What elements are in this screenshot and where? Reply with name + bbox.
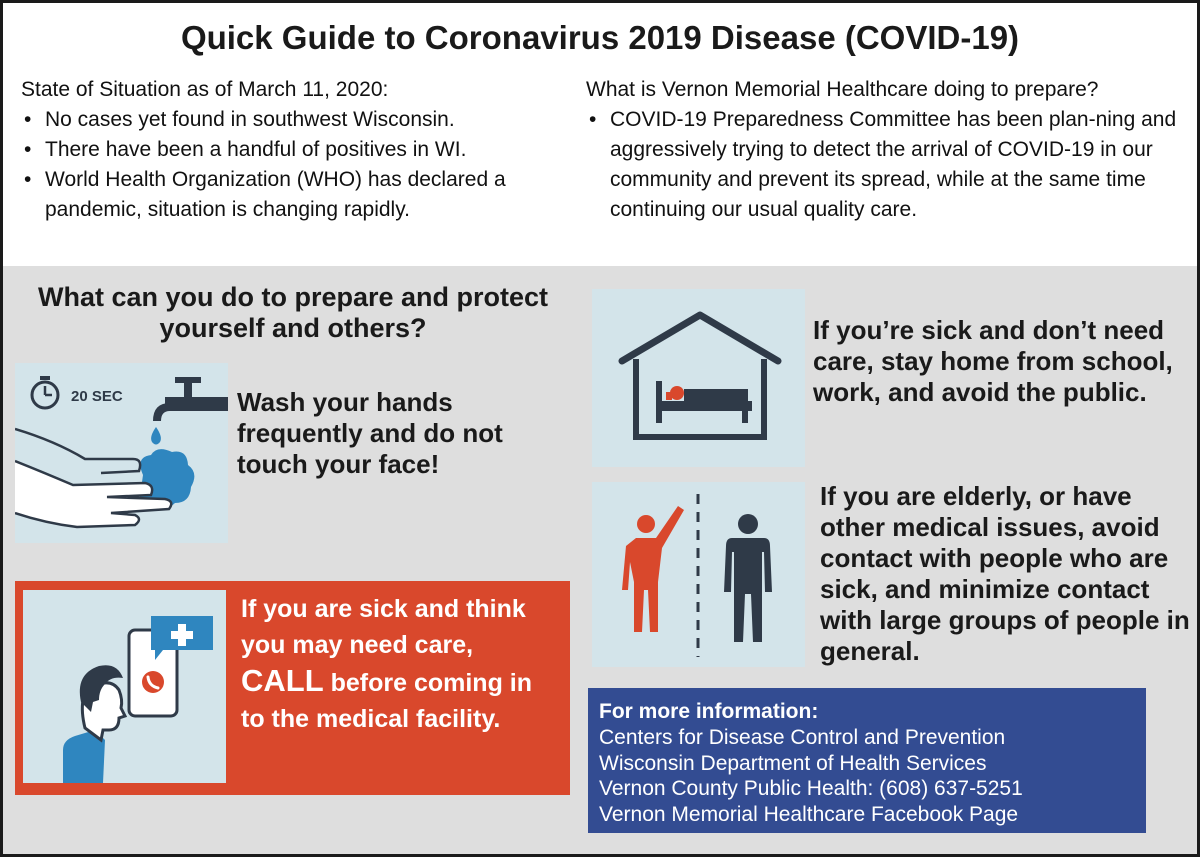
- person-icon: [63, 665, 125, 783]
- situation-bullet: • No cases yet found in southwest Wisconsin.: [21, 105, 581, 135]
- call-emphasis: CALL: [241, 663, 324, 698]
- preparedness-bullet: • COVID-19 Preparedness Committee has been plan-ning and aggressively trying to detect the arrival of COVID-19 in our community and prevent its spread, while at the same time continuing our usual quality care.: [586, 105, 1186, 225]
- stay-home-text: If you’re sick and don’t need care, stay home from school, work, and avoid the public.: [813, 315, 1173, 407]
- info-cdc: Centers for Disease Control and Prevention: [599, 726, 1006, 749]
- preparedness-section: [586, 75, 1186, 225]
- water-drop-icon: [151, 427, 161, 445]
- wash-hands-illustration: [15, 363, 228, 543]
- call-ahead-text: [241, 591, 561, 737]
- person-standing-icon: [724, 514, 772, 642]
- stopwatch-icon: [32, 376, 58, 408]
- info-wi-dhs: Wisconsin Department of Health Services: [599, 751, 987, 775]
- preparedness-list: [586, 105, 1186, 225]
- phone-call-icon: [142, 671, 164, 693]
- call-text-start: If you are sick and think you may need care,: [241, 595, 526, 659]
- page-title: Quick Guide to Coronavirus 2019 Disease (COVID-19): [180, 19, 1020, 56]
- washing-hands-icon: [15, 429, 194, 527]
- situation-bullet: • There have been a handful of positives in WI.: [21, 135, 581, 165]
- protect-heading: What can you do to prepare and protect yourself and others?: [37, 282, 549, 343]
- situation-bullet: • World Health Organization (WHO) has declared a pandemic, situation is changing rapidly.: [21, 165, 581, 225]
- situation-list: [21, 105, 581, 225]
- wash-hands-text: Wash your hands frequently and do not touch your face!: [237, 387, 503, 479]
- info-vernon-county-health: Vernon County Public Health: (608) 637-5251: [599, 777, 1023, 800]
- distancing-illustration: [592, 482, 805, 667]
- info-facebook-page: Vernon Memorial Healthcare Facebook Page: [599, 802, 1019, 826]
- call-text-end: before coming in to the medical facility.: [241, 669, 533, 733]
- elderly-advice-text: If you are elderly, or have other medical issues, avoid contact with people who are sick, and minimize contact with large groups of people in general.: [820, 481, 1190, 666]
- timer-label: 20 SEC: [71, 388, 123, 405]
- stay-home-illustration: [592, 289, 805, 467]
- preparedness-heading: What is Vernon Memorial Healthcare doing to prepare?: [586, 78, 1099, 101]
- situation-heading: State of Situation as of March 11, 2020:: [21, 78, 389, 101]
- info-heading: For more information:: [599, 700, 819, 723]
- situation-section: [21, 75, 581, 225]
- more-information-box: [588, 688, 1146, 833]
- call-ahead-illustration: [23, 590, 226, 783]
- person-gesturing-stop-icon: [622, 506, 684, 632]
- faucet-icon: [153, 377, 228, 421]
- house-icon: [622, 315, 778, 437]
- bed-icon: [656, 381, 752, 423]
